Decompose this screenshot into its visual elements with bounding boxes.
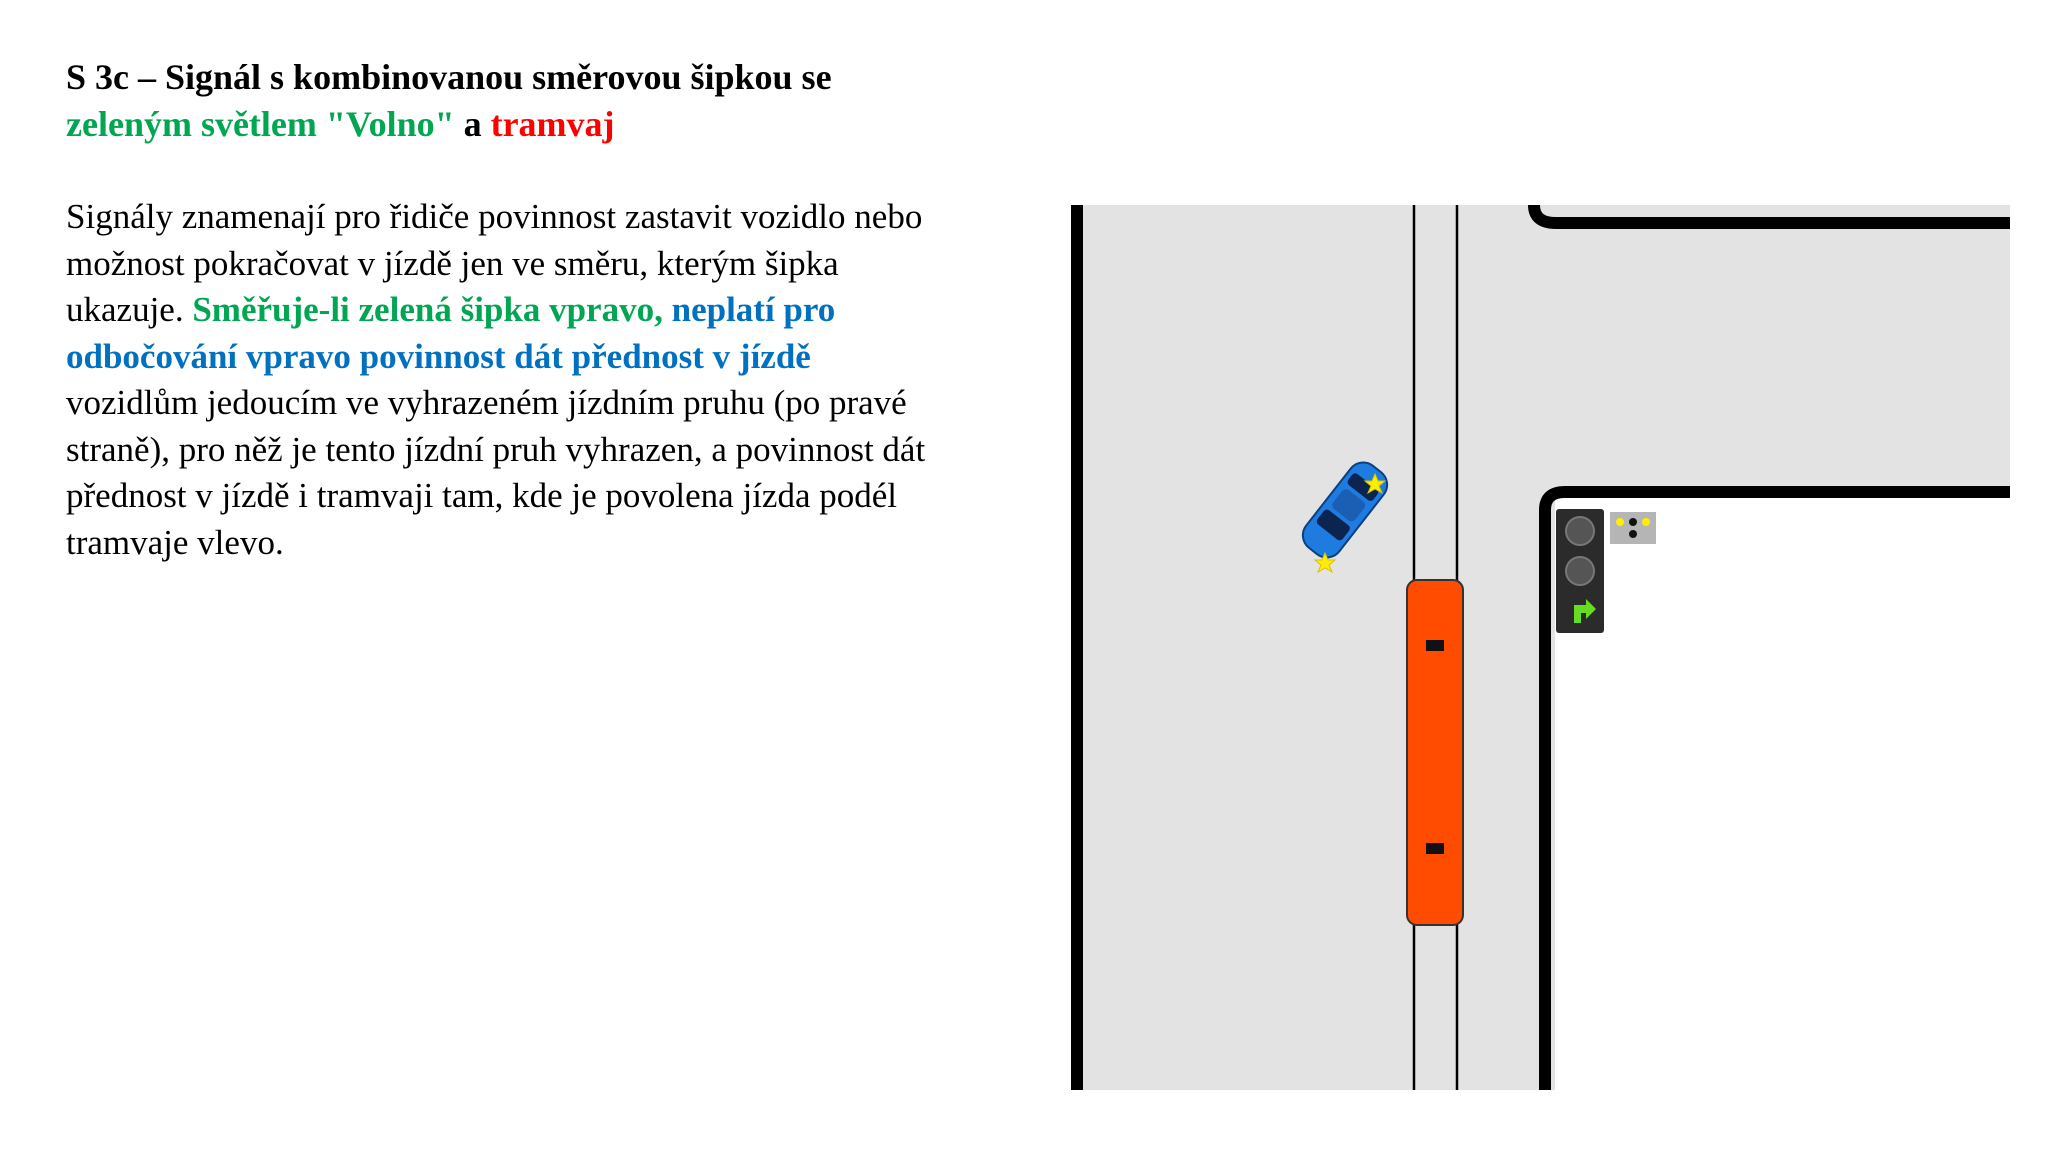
signal-lamp-off [1566,557,1594,585]
explanation-paragraph [66,194,1046,566]
horizontal-road [1555,205,2010,490]
paragraph-blue-highlight-line: odbočování vpravo povinnost dát přednost v jízdě [66,336,811,376]
tram-signal-icon [1610,512,1656,544]
tram-marker [1426,640,1444,651]
title-line-2 [66,101,1026,148]
paragraph-line: Signály znamenají pro řidiče povinnost zastavit vozidlo nebo [66,197,923,236]
paragraph-line: tramvaje vlevo. [66,522,284,562]
traffic-signal-icon [1556,509,1604,633]
slide-title [66,54,1026,148]
paragraph-line: vozidlům jedoucím ve vyhrazeném jízdním pruhu (po pravé [66,383,907,422]
paragraph-text: ukazuje. [66,290,193,329]
paragraph-line [66,287,1046,334]
bottom-right-curb [1545,492,2010,1090]
paragraph-line: možnost pokračovat v jízdě jen ve směru, kterým šipka [66,243,839,283]
paragraph-line: přednost v jízdě i tramvaji tam, kde je povolena jízda podél [66,476,897,515]
vertical-road [1077,205,1555,1090]
title-connector: a [454,104,491,144]
tram-marker [1426,843,1444,854]
tram-icon [1407,580,1463,925]
paragraph-green-highlight: Směřuje-li zelená šipka vpravo, [192,290,663,329]
title-line-1: S 3c – Signál s kombinovanou směrovou šipkou se [66,57,832,97]
signal-lamp-off [1566,517,1594,545]
title-green-part: zeleným světlem "Volno" [66,104,455,144]
paragraph-line: straně), pro něž je tento jízdní pruh vyhrazen, a povinnost dát [66,429,926,469]
paragraph-blue-highlight: neplatí pro [662,290,836,329]
title-red-part: tramvaj [490,104,615,144]
intersection-diagram [1060,195,2020,1095]
